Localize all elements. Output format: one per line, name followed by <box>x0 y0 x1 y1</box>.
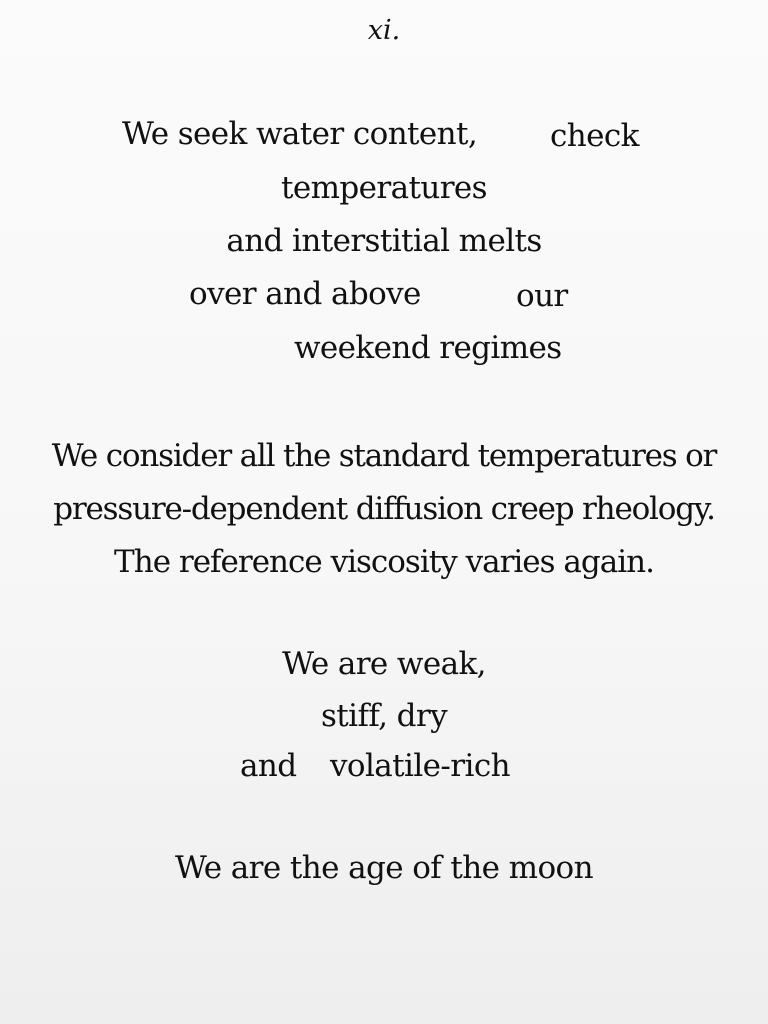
stanza1-line4-part2: our <box>516 278 568 314</box>
stanza3-line1: We are weak, <box>282 646 486 682</box>
stanza2-line3: The reference viscosity varies again. <box>114 544 654 580</box>
stanza1-line1-part1: We seek water content, <box>122 116 478 152</box>
stanza4-line1: We are the age of the moon <box>175 850 593 886</box>
stanza2-line2: pressure-dependent diffusion creep rheology. <box>53 491 715 527</box>
stanza1-line4-part1: over and above <box>189 276 421 312</box>
stanza1-line5: weekend regimes <box>294 330 562 366</box>
stanza3-line3-part2: volatile-rich <box>330 748 510 784</box>
section-number: xi. <box>367 15 401 46</box>
stanza3-line2: stiff, dry <box>320 698 447 734</box>
stanza3-line3-part1: and <box>240 748 297 784</box>
stanza1-line3: and interstitial melts <box>226 223 542 259</box>
stanza1-line1-part2: check <box>550 118 639 154</box>
stanza1-line2: temperatures <box>281 170 487 206</box>
stanza2-line1: We consider all the standard temperatures or <box>51 438 717 474</box>
